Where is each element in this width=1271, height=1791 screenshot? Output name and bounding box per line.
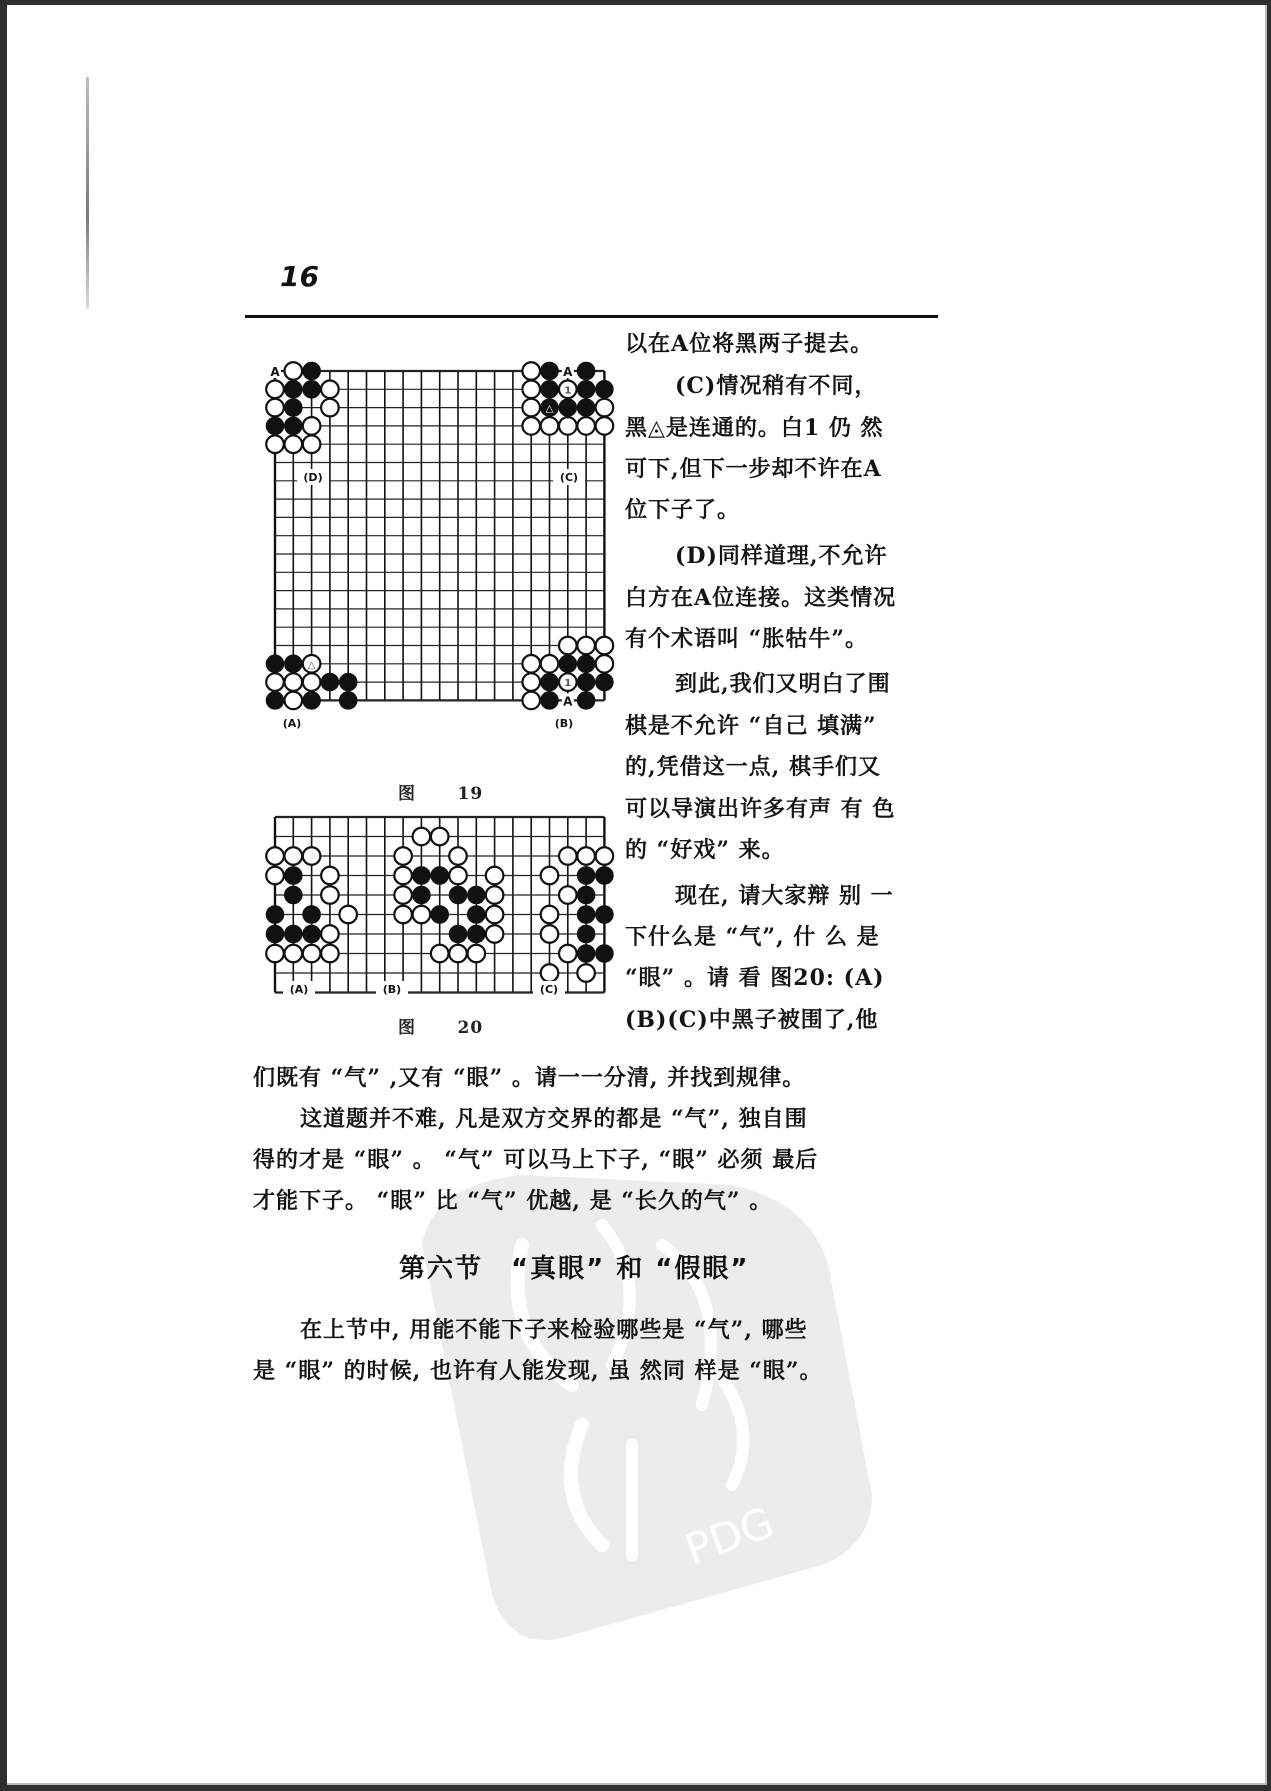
white-stone — [522, 692, 540, 710]
white-stone — [486, 925, 504, 943]
white-stone — [541, 655, 559, 673]
white-stone — [596, 399, 614, 417]
section-title: 第六节 “真眼” 和 “假眼” — [399, 1254, 750, 1284]
black-stone — [468, 906, 486, 924]
black-stone — [285, 381, 303, 399]
column-paragraph-line: 黑◬是连通的。白1 仍 然 — [625, 415, 884, 441]
black-stone — [285, 655, 303, 673]
white-stone — [285, 945, 303, 963]
column-paragraph-line: 以在A位将黑两子提去。 — [625, 331, 874, 357]
white-stone — [394, 886, 412, 904]
white-stone — [577, 964, 595, 982]
white-stone — [266, 673, 284, 691]
white-stone — [596, 847, 614, 865]
diagram-label: (D) — [303, 471, 323, 484]
column-paragraph-line: 的 “好戏” 来。 — [625, 837, 785, 863]
black-stone — [577, 945, 595, 963]
diagram-label: (A) — [289, 983, 309, 996]
black-stone — [541, 362, 559, 380]
diagram-label: (A) — [282, 717, 302, 730]
column-paragraph-line: 可以导演出许多有声 有 色 — [625, 796, 896, 822]
paragraph-line: 这道题并不难, 凡是双方交界的都是 “气”, 独自围 — [277, 1106, 808, 1132]
black-stone — [577, 399, 595, 417]
svg-text:△: △ — [307, 659, 316, 671]
black-stone — [266, 906, 284, 924]
white-stone — [559, 886, 577, 904]
diagram-label: (C) — [559, 471, 579, 484]
column-paragraph-line: 的,凭借这一点, 棋手们又 — [625, 754, 881, 780]
black-stone — [413, 867, 431, 885]
white-stone — [321, 381, 339, 399]
white-stone — [303, 847, 321, 865]
white-stone — [321, 399, 339, 417]
page-number: 16 — [280, 260, 319, 293]
white-stone — [541, 417, 559, 435]
paragraph-line: 们既有 “气” ,又有 “眼” 。请一一分清, 并找到规律。 — [253, 1065, 806, 1091]
white-stone — [303, 945, 321, 963]
white-stone — [303, 435, 321, 453]
black-stone — [541, 692, 559, 710]
white-stone — [394, 847, 412, 865]
white-stone — [559, 637, 577, 655]
diagram-label: (B) — [382, 983, 402, 996]
white-stone — [321, 945, 339, 963]
white-stone — [449, 847, 467, 865]
header-rule — [252, 315, 938, 318]
white-stone — [285, 692, 303, 710]
column-paragraph-line: 可下,但下一步却不许在A — [625, 456, 882, 482]
white-stone — [303, 673, 321, 691]
white-stone — [486, 886, 504, 904]
white-stone — [394, 906, 412, 924]
white-stone — [266, 847, 284, 865]
black-stone — [577, 362, 595, 380]
white-stone — [285, 362, 303, 380]
black-stone — [449, 925, 467, 943]
white-stone — [559, 945, 577, 963]
column-paragraph-line: 白方在A位连接。这类情况 — [625, 585, 897, 611]
black-stone — [541, 381, 559, 399]
column-paragraph-line: “眼” 。请 看 图20: (A) — [625, 965, 885, 991]
white-stone — [596, 637, 614, 655]
svg-text:1: 1 — [564, 385, 572, 397]
figure-20-go-board — [262, 807, 622, 1007]
svg-text:1: 1 — [564, 678, 572, 690]
black-stone — [577, 886, 595, 904]
black-stone — [468, 886, 486, 904]
white-stone — [468, 945, 486, 963]
white-stone — [449, 867, 467, 885]
section-paragraph-line: 在上节中, 用能不能下子来检验哪些是 “气”, 哪些 — [277, 1317, 808, 1343]
column-paragraph-line: (D)同样道理,不允许 — [675, 543, 888, 569]
pdg-watermark-seal — [402, 1165, 882, 1685]
black-stone — [431, 906, 449, 924]
black-stone — [303, 906, 321, 924]
white-stone — [449, 945, 467, 963]
white-stone — [431, 828, 449, 846]
column-paragraph-line: 到此,我们又明白了围 — [675, 671, 891, 697]
column-paragraph-line: 下什么是 “气”, 什 么 是 — [625, 924, 880, 950]
black-stone — [285, 925, 303, 943]
white-stone — [559, 417, 577, 435]
white-stone — [266, 399, 284, 417]
white-stone — [285, 673, 303, 691]
diagram-label: (C) — [539, 983, 559, 996]
svg-text:△: △ — [545, 403, 554, 415]
black-stone — [449, 886, 467, 904]
column-paragraph-line: 棋是不允许 “自己 填满” — [625, 713, 877, 739]
black-stone — [266, 655, 284, 673]
black-stone — [468, 925, 486, 943]
black-stone — [303, 381, 321, 399]
black-stone — [339, 673, 357, 691]
black-stone — [577, 906, 595, 924]
column-paragraph-line: 位下子了。 — [625, 497, 741, 523]
white-stone — [394, 867, 412, 885]
black-stone — [321, 673, 339, 691]
white-stone — [522, 673, 540, 691]
black-stone — [577, 655, 595, 673]
white-stone — [559, 847, 577, 865]
white-stone — [321, 925, 339, 943]
white-stone — [541, 964, 559, 982]
black-stone — [577, 692, 595, 710]
black-stone — [413, 886, 431, 904]
white-stone — [541, 867, 559, 885]
black-stone — [266, 417, 284, 435]
black-stone — [303, 362, 321, 380]
white-stone — [321, 886, 339, 904]
column-paragraph-line: 现在, 请大家辩 别 一 — [675, 883, 894, 909]
figure-19-caption: 图 19 — [398, 784, 484, 804]
white-stone — [285, 847, 303, 865]
black-stone — [596, 673, 614, 691]
white-stone — [321, 867, 339, 885]
section-paragraph-line: 是 “眼” 的时候, 也许有人能发现, 虽 然同 样是 “眼”。 — [253, 1358, 823, 1384]
column-paragraph-line: 有个术语叫 “胀牯牛”。 — [625, 626, 868, 652]
white-stone — [339, 906, 357, 924]
book-page — [7, 5, 1267, 1785]
white-stone — [522, 417, 540, 435]
white-stone — [285, 435, 303, 453]
black-stone — [596, 906, 614, 924]
white-stone — [522, 362, 540, 380]
black-stone — [303, 692, 321, 710]
white-stone — [577, 417, 595, 435]
white-stone — [266, 381, 284, 399]
black-stone — [285, 417, 303, 435]
white-stone — [522, 655, 540, 673]
black-stone — [285, 399, 303, 417]
black-stone — [303, 925, 321, 943]
paragraph-line: 得的才是 “眼” 。 “气” 可以马上下子, “眼” 必须 最后 — [253, 1147, 819, 1173]
white-stone — [577, 637, 595, 655]
white-stone — [541, 906, 559, 924]
column-paragraph-line: (B)(C)中黑子被围了,他 — [625, 1007, 879, 1033]
black-stone — [596, 867, 614, 885]
black-stone — [596, 945, 614, 963]
scan-edge-mark — [86, 77, 89, 309]
white-stone — [266, 435, 284, 453]
white-stone — [486, 867, 504, 885]
black-stone — [577, 381, 595, 399]
white-stone — [577, 847, 595, 865]
column-paragraph-line: (C)情况稍有不同， — [675, 373, 878, 399]
svg-text:PDG: PDG — [678, 1497, 781, 1575]
figure-20-caption: 图 20 — [398, 1018, 484, 1038]
black-stone — [285, 867, 303, 885]
black-stone — [577, 867, 595, 885]
white-stone — [303, 417, 321, 435]
svg-text:A: A — [563, 694, 573, 709]
white-stone — [596, 417, 614, 435]
black-stone — [559, 655, 577, 673]
black-stone — [339, 692, 357, 710]
white-stone — [541, 925, 559, 943]
white-stone — [413, 828, 431, 846]
black-stone — [577, 925, 595, 943]
svg-text:A: A — [563, 365, 573, 379]
white-stone — [522, 381, 540, 399]
black-stone — [596, 381, 614, 399]
white-stone — [431, 945, 449, 963]
black-stone — [559, 399, 577, 417]
figure-19-go-board — [262, 357, 622, 752]
white-stone — [522, 399, 540, 417]
black-stone — [285, 886, 303, 904]
black-stone — [541, 673, 559, 691]
black-stone — [266, 692, 284, 710]
white-stone — [486, 906, 504, 924]
white-stone — [266, 945, 284, 963]
svg-text:A: A — [270, 365, 280, 379]
white-stone — [413, 906, 431, 924]
black-stone — [266, 925, 284, 943]
paragraph-line: 才能下子。 “眼” 比 “气” 优越, 是 “长久的气” 。 — [253, 1188, 773, 1214]
white-stone — [266, 867, 284, 885]
black-stone — [431, 867, 449, 885]
diagram-label: (B) — [554, 717, 574, 730]
black-stone — [577, 673, 595, 691]
white-stone — [596, 655, 614, 673]
